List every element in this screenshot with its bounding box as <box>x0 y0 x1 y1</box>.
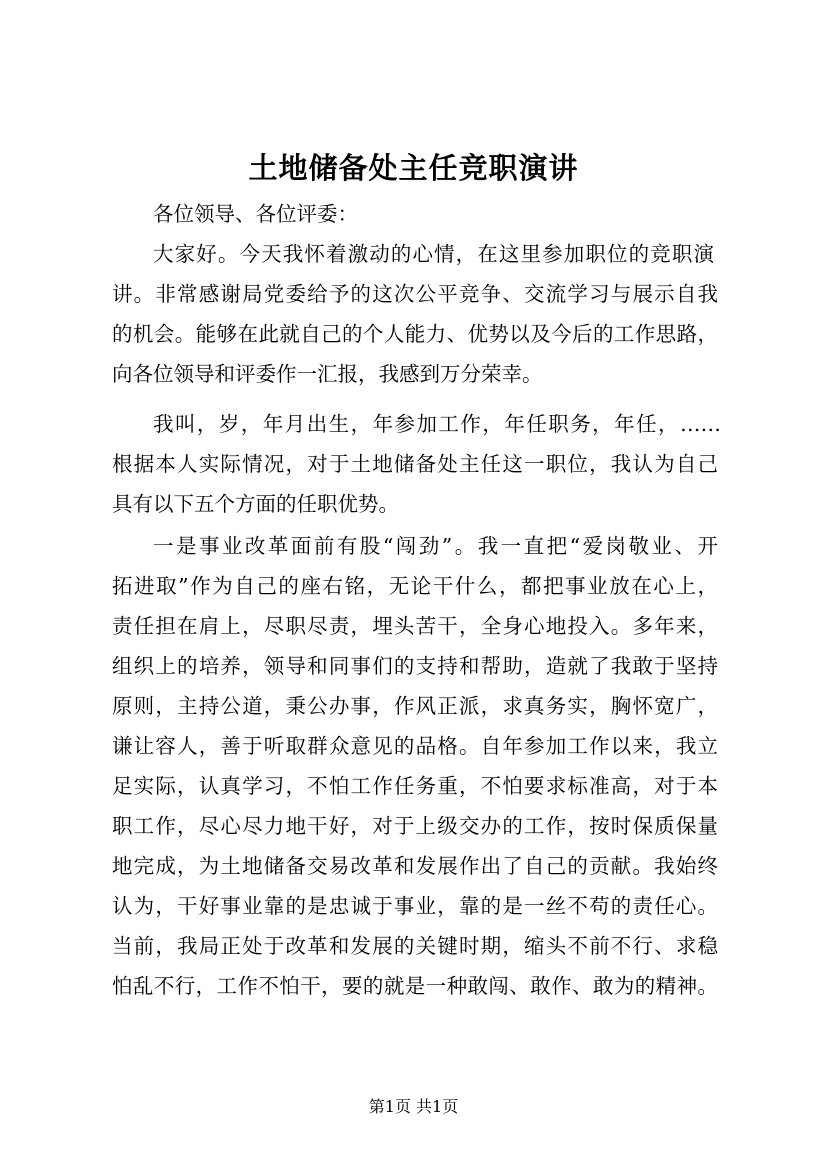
body-line: 讲。非常感谢局党委给予的这次公平竞争、交流学习与展示自我 <box>112 282 718 306</box>
body-line: 的机会。能够在此就自己的个人能力、优势以及今后的工作思路， <box>112 322 718 346</box>
page-footer: 第1页 共1页 <box>368 1097 459 1116</box>
body-line: 职工作，尽心尽力地干好，对于上级交办的工作，按时保质保量 <box>112 814 718 838</box>
body-line: 当前，我局正处于改革和发展的关键时期，缩头不前不行、求稳 <box>112 934 718 958</box>
body-line: 足实际，认真学习，不怕工作任务重，不怕要求标准高，对于本 <box>112 774 718 798</box>
body-line: 我叫，岁，年月出生，年参加工作，年任职务，年任，…… <box>153 412 721 436</box>
body-line: 一是事业改革面前有股“闯劲”。我一直把“爱岗敬业、开 <box>153 534 718 558</box>
body-line: 谦让容人，善于听取群众意见的品格。自年参加工作以来，我立 <box>112 734 718 758</box>
body-line: 原则，主持公道，秉公办事，作风正派，求真务实，胸怀宽广， <box>112 694 718 718</box>
body-line: 怕乱不行，工作不怕干，要的就是一种敢闯、敢作、敢为的精神。 <box>112 974 718 998</box>
body-line: 向各位领导和评委作一汇报，我感到万分荣幸。 <box>112 362 543 386</box>
body-line: 拓进取”作为自己的座右铭，无论干什么，都把事业放在心上， <box>112 574 718 598</box>
body-line: 具有以下五个方面的任职优势。 <box>112 492 399 516</box>
body-line: 认为，干好事业靠的是忠诚于事业，靠的是一丝不苟的责任心。 <box>112 894 718 918</box>
salutation-line: 各位领导、各位评委： <box>153 202 358 226</box>
body-line: 组织上的培养，领导和同事们的支持和帮助，造就了我敢于坚持 <box>112 654 718 678</box>
body-line: 根据本人实际情况，对于土地储备处主任这一职位，我认为自己 <box>112 452 718 476</box>
document-title: 土地储备处主任竞职演讲 <box>248 151 579 185</box>
body-line: 地完成，为土地储备交易改革和发展作出了自己的贡献。我始终 <box>112 854 718 878</box>
body-line: 责任担在肩上，尽职尽责，埋头苦干，全身心地投入。多年来， <box>112 614 718 638</box>
body-line: 大家好。今天我怀着激动的心情，在这里参加职位的竞职演 <box>153 242 714 266</box>
